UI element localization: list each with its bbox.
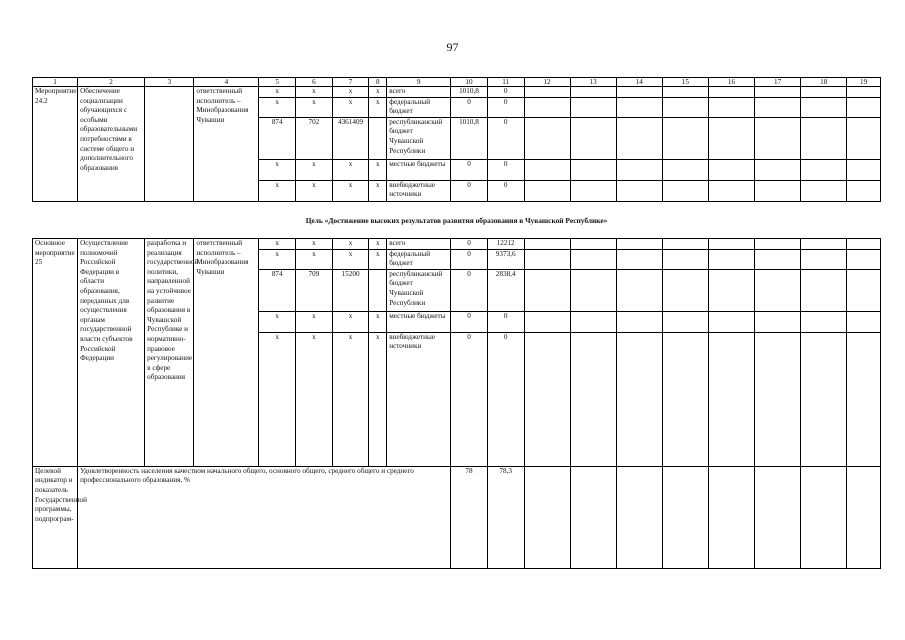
table-row <box>33 87 881 98</box>
value-col11: 0 <box>487 117 524 159</box>
empty-cell <box>662 97 708 117</box>
value-col11: 12212 <box>487 239 524 250</box>
expense-code: x <box>369 311 387 332</box>
empty-cell <box>801 311 847 332</box>
empty-cell <box>662 159 708 180</box>
expense-code <box>369 117 387 159</box>
col-number: 15 <box>662 78 708 87</box>
grbs-code: x <box>259 332 296 466</box>
empty-cell <box>847 159 881 180</box>
funding-source: республиканский бюджет Чувашской Республики <box>387 117 451 159</box>
empty-cell <box>616 311 662 332</box>
empty-cell <box>708 180 754 201</box>
activity-goal: разработка и реализация государственной политики, направленной на устойчивое развитие образования в Чувашской Республике и нормативно-правовое регулирование в сфере образования <box>145 239 194 467</box>
col-number: 16 <box>708 78 754 87</box>
value-col10: 0 <box>451 159 488 180</box>
target-code: x <box>332 180 369 201</box>
value-col11: 0 <box>487 311 524 332</box>
expense-code: x <box>369 249 387 269</box>
col-number: 6 <box>296 78 333 87</box>
grbs-code: 874 <box>259 269 296 311</box>
empty-cell <box>847 239 881 250</box>
empty-cell <box>755 332 801 466</box>
empty-cell <box>755 87 801 98</box>
empty-cell <box>801 466 847 568</box>
funding-source: всего <box>387 239 451 250</box>
empty-cell <box>616 97 662 117</box>
value-col11: 0 <box>487 180 524 201</box>
table-row <box>33 239 881 250</box>
col-number: 1 <box>33 78 78 87</box>
empty-cell <box>708 239 754 250</box>
value-col10: 0 <box>451 180 488 201</box>
empty-cell <box>662 180 708 201</box>
empty-cell <box>755 117 801 159</box>
empty-cell <box>616 159 662 180</box>
empty-cell <box>662 87 708 98</box>
empty-cell <box>570 239 616 250</box>
empty-cell <box>801 249 847 269</box>
empty-cell <box>616 332 662 466</box>
empty-cell <box>662 466 708 568</box>
empty-cell <box>708 117 754 159</box>
empty-cell <box>616 249 662 269</box>
expense-code: x <box>369 239 387 250</box>
empty-cell <box>616 269 662 311</box>
indicator-label: Целевой индикатор и показатель Государственной программы, подпрограм- <box>33 466 78 568</box>
empty-cell <box>524 311 570 332</box>
col-number: 10 <box>451 78 488 87</box>
empty-cell <box>708 159 754 180</box>
section-code: x <box>296 97 333 117</box>
value-col10: 0 <box>451 249 488 269</box>
empty-cell <box>755 239 801 250</box>
col-number: 11 <box>487 78 524 87</box>
empty-cell <box>801 87 847 98</box>
empty-cell <box>708 466 754 568</box>
funding-table-part-1 <box>32 77 881 202</box>
expense-code: x <box>369 159 387 180</box>
empty-cell <box>616 117 662 159</box>
target-code: x <box>332 97 369 117</box>
value-col10: 0 <box>451 311 488 332</box>
column-number-row <box>33 78 881 87</box>
empty-cell <box>524 269 570 311</box>
target-code: x <box>332 311 369 332</box>
col-number: 14 <box>616 78 662 87</box>
funding-source: федеральный бюджет <box>387 97 451 117</box>
empty-cell <box>524 466 570 568</box>
empty-cell <box>755 159 801 180</box>
section-code: x <box>296 239 333 250</box>
value-col10: 0 <box>451 269 488 311</box>
target-code: x <box>332 87 369 98</box>
empty-cell <box>801 117 847 159</box>
col-number: 3 <box>145 78 194 87</box>
empty-cell <box>847 87 881 98</box>
section-code: x <box>296 180 333 201</box>
funding-source: местные бюджеты <box>387 159 451 180</box>
empty-cell <box>755 269 801 311</box>
col-number: 19 <box>847 78 881 87</box>
empty-cell <box>524 87 570 98</box>
empty-cell <box>708 311 754 332</box>
grbs-code: x <box>259 180 296 201</box>
col-number: 2 <box>78 78 145 87</box>
empty-cell <box>524 239 570 250</box>
empty-cell <box>616 466 662 568</box>
empty-cell <box>755 180 801 201</box>
page-number: 97 <box>446 40 459 54</box>
value-col10: 0 <box>451 239 488 250</box>
expense-code: x <box>369 180 387 201</box>
empty-cell <box>801 332 847 466</box>
empty-cell <box>847 97 881 117</box>
empty-cell <box>570 269 616 311</box>
empty-cell <box>616 87 662 98</box>
empty-cell <box>801 159 847 180</box>
funding-source: внебюджетные источники <box>387 332 451 466</box>
section-code: x <box>296 249 333 269</box>
empty-cell <box>570 87 616 98</box>
empty-cell <box>801 269 847 311</box>
empty-cell <box>801 97 847 117</box>
empty-cell <box>524 249 570 269</box>
empty-cell <box>847 117 881 159</box>
empty-cell <box>662 249 708 269</box>
empty-cell <box>616 180 662 201</box>
indicator-text: Удовлетворенность населения качеством начального общего, основного общего, среднего общего и среднего профессионального образования, % <box>78 466 451 568</box>
empty-cell <box>570 117 616 159</box>
value-col10: 1010,8 <box>451 117 488 159</box>
funding-source: внебюджетные источники <box>387 180 451 201</box>
section-code: 702 <box>296 117 333 159</box>
activity-label: Мероприятие 24.2 <box>33 87 78 202</box>
empty-cell <box>662 311 708 332</box>
expense-code: x <box>369 97 387 117</box>
col-number: 5 <box>259 78 296 87</box>
indicator-value-col11: 78,3 <box>487 466 524 568</box>
empty-cell <box>570 311 616 332</box>
value-col11: 0 <box>487 332 524 466</box>
empty-cell <box>662 239 708 250</box>
col-number: 8 <box>369 78 387 87</box>
empty-cell <box>570 159 616 180</box>
empty-cell <box>570 180 616 201</box>
col-number: 17 <box>755 78 801 87</box>
col-number: 13 <box>570 78 616 87</box>
funding-source: местные бюджеты <box>387 311 451 332</box>
empty-cell <box>708 249 754 269</box>
empty-cell <box>524 117 570 159</box>
funding-source: федеральный бюджет <box>387 249 451 269</box>
col-number: 9 <box>387 78 451 87</box>
col-number: 12 <box>524 78 570 87</box>
expense-code: x <box>369 332 387 466</box>
empty-cell <box>524 332 570 466</box>
target-code: 4361409 <box>332 117 369 159</box>
empty-cell <box>755 97 801 117</box>
empty-cell <box>755 311 801 332</box>
empty-cell <box>570 97 616 117</box>
empty-cell <box>662 332 708 466</box>
section-code: x <box>296 332 333 466</box>
empty-cell <box>708 87 754 98</box>
funding-source: всего <box>387 87 451 98</box>
grbs-code: 874 <box>259 117 296 159</box>
empty-cell <box>847 332 881 466</box>
expense-code <box>369 269 387 311</box>
expense-code: x <box>369 87 387 98</box>
empty-cell <box>662 269 708 311</box>
empty-cell <box>708 97 754 117</box>
grbs-code: x <box>259 239 296 250</box>
funding-source: республиканский бюджет Чувашской Республики <box>387 269 451 311</box>
indicator-value-col10: 78 <box>451 466 488 568</box>
value-col11: 9373,6 <box>487 249 524 269</box>
responsible-executor: ответственный исполнитель – Минобразования Чувашии <box>194 87 259 202</box>
grbs-code: x <box>259 249 296 269</box>
value-col10: 0 <box>451 332 488 466</box>
empty-cell <box>847 249 881 269</box>
activity-name: Обеспечение социализации обучающихся с особыми образовательными потребностями в системе общего и дополнительного образования <box>78 87 145 202</box>
empty-cell <box>755 249 801 269</box>
value-col11: 2838,4 <box>487 269 524 311</box>
grbs-code: x <box>259 311 296 332</box>
empty-cell <box>570 332 616 466</box>
empty-cell <box>708 332 754 466</box>
col-number: 7 <box>332 78 369 87</box>
value-col11: 0 <box>487 87 524 98</box>
section-code: x <box>296 159 333 180</box>
empty-cell <box>662 117 708 159</box>
empty-cell <box>847 466 881 568</box>
grbs-code: x <box>259 87 296 98</box>
target-code: x <box>332 239 369 250</box>
col-number: 18 <box>801 78 847 87</box>
activity-name: Осуществление полномочий Российской Федерации в области образования, переданных для осуществления органам государственной власти субъектов Российской Федерации <box>78 239 145 467</box>
empty-cell <box>801 239 847 250</box>
grbs-code: x <box>259 159 296 180</box>
goal-title: Цель «Достижение высоких результатов развития образования в Чувашской Республике» <box>305 216 608 225</box>
target-code: x <box>332 249 369 269</box>
empty-cell <box>524 97 570 117</box>
empty-cell <box>570 466 616 568</box>
empty-cell <box>570 249 616 269</box>
indicator-row <box>33 466 881 568</box>
empty-cell <box>524 180 570 201</box>
value-col10: 1010,8 <box>451 87 488 98</box>
responsible-executor: ответственный исполнитель – Минобразования Чувашии <box>194 239 259 467</box>
empty-cell <box>801 180 847 201</box>
empty-cell <box>708 269 754 311</box>
col-number: 4 <box>194 78 259 87</box>
target-code: 15200 <box>332 269 369 311</box>
activity-goal <box>145 87 194 202</box>
value-col11: 0 <box>487 97 524 117</box>
section-code: x <box>296 87 333 98</box>
section-code: x <box>296 311 333 332</box>
empty-cell <box>755 466 801 568</box>
empty-cell <box>847 311 881 332</box>
value-col11: 0 <box>487 159 524 180</box>
funding-table-part-2 <box>32 238 881 569</box>
empty-cell <box>847 269 881 311</box>
activity-label: Основное мероприятие 25 <box>33 239 78 467</box>
grbs-code: x <box>259 97 296 117</box>
target-code: x <box>332 159 369 180</box>
target-code: x <box>332 332 369 466</box>
empty-cell <box>616 239 662 250</box>
section-code: 709 <box>296 269 333 311</box>
empty-cell <box>847 180 881 201</box>
empty-cell <box>524 159 570 180</box>
value-col10: 0 <box>451 97 488 117</box>
